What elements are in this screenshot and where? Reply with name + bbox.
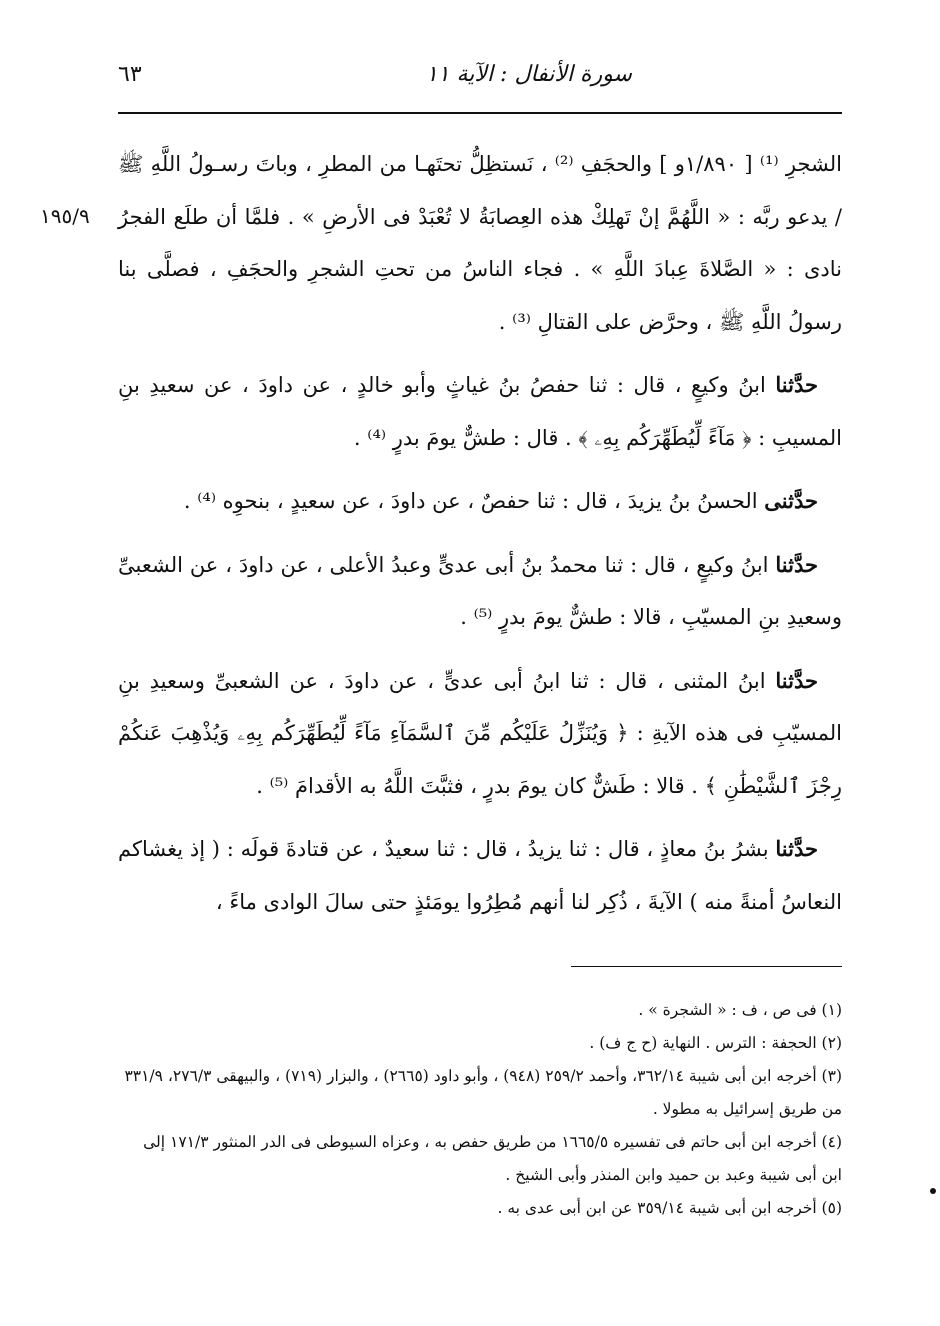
- footnote: (٢) الحجفة : الترس . النهاية (ح ج ف) .: [589, 1034, 842, 1052]
- paragraph-text: ابنُ وكيعٍ ، قال : ثنا محمدُ بنُ أبى عدىٍّ وعبدُ الأعلى ، عن داودَ ، عن الشعبىِّ وسعيدِ بنِ المسيّبِ ، قالا : طشٌّ يومَ بدرٍ ⁽⁵⁾ .: [118, 552, 842, 629]
- footnotes: [118, 994, 842, 1225]
- margin-dot: [930, 1188, 936, 1194]
- hadith-lead: حدَّثنا: [775, 551, 818, 577]
- running-title: سورة الأنفال : الآية ١١: [425, 62, 632, 87]
- paragraph-text: ابنُ وكيعٍ ، قال : ثنا حفصُ بنُ غياثٍ وأبو خالدٍ ، عن داودَ ، عن سعيدِ بنِ المسيبِ : ﴿ مَآءً لِّيُطَهِّرَكُم بِهِۦ ﴾ . قال : طشٌّ يومَ بدرٍ ⁽⁴⁾ .: [118, 373, 842, 450]
- page-number: ٦٣: [118, 62, 142, 87]
- margin-note: ١٩٥/٩: [40, 204, 90, 228]
- paragraph-text: الشجرِ ⁽¹⁾ [ ١/٨٩٠و ] والحجَفِ ⁽²⁾ ، نَستظِلُّ تحتَهـا من المطرِ ، وباتَ رسـولُ اللَّهِ ﷺ / يدعو ربَّه : « اللَّهُمَّ إنْ تَهلِكْ هذه العِصابَةُ لا تُعْبَدْ فى الأرضِ » . فلمَّا أن طلَع الفجرُ نادى : « الصَّلاةَ عِبادَ اللَّهِ » . فجاء الناسُ من تحتِ الشجرِ والحجَفِ ، فصلَّى بنا رسولُ اللَّهِ ﷺ ، وحرَّض على القتالِ ⁽³⁾ .: [118, 152, 842, 334]
- paragraph: [118, 539, 842, 644]
- footnote: (١) فى ص ، ف : « الشجرة » .: [638, 1001, 842, 1019]
- paragraph-text: ابنُ المثنى ، قال : ثنا ابنُ أبى عدىٍّ ، عن داودَ ، عن الشعبىِّ وسعيدِ بنِ المسيّبِ فى هذه الآيةِ : ﴿ وَيُنَزِّلُ عَلَيْكُم مِّنَ ٱلسَّمَآءِ مَآءً لِّيُطَهِّرَكُم بِهِۦ وَيُذْهِبَ عَنكُمْ رِجْزَ ٱلشَّيْطَٰنِ ﴾ . قالا : طَشٌّ كان يومَ بدرٍ ، فثبَّتَ اللَّهُ به الأقدامَ ⁽⁵⁾ .: [118, 668, 842, 798]
- paragraph-text: الحسنُ بنُ يزيدَ ، قال : ثنا حفصٌ ، عن داودَ ، عن سعيدٍ ، بنحوِه ⁽⁴⁾ .: [183, 489, 765, 513]
- page-header: [118, 58, 842, 98]
- hadith-lead: حدَّثنا: [775, 836, 818, 861]
- hadith-lead: حدَّثنا: [775, 372, 818, 397]
- paragraph: [118, 359, 842, 464]
- footnote: (٥) أخرجه ابن أبى شيبة ٣٥٩/١٤ عن ابن أبى عدى به .: [497, 1199, 842, 1217]
- paragraph-text: بشرُ بنُ معاذٍ ، قال : ثنا يزيدُ ، قال : ثنا سعيدٌ ، عن قتادةَ قولَه : ( إذ يغشاكم النعاسُ أمنةً منه ) الآيةَ ، ذُكِر لنا أنهم مُطِرُوا يومَئذٍ حتى سالَ الوادى ماءً ،: [118, 837, 842, 914]
- paragraph: [118, 655, 842, 813]
- paragraph: [118, 823, 842, 928]
- paragraph: [118, 475, 842, 528]
- footnote-rule: [571, 966, 842, 967]
- hadith-lead: حدَّثنا: [775, 667, 818, 693]
- main-text: [118, 138, 842, 939]
- header-rule: [118, 112, 842, 114]
- paragraph: [118, 138, 842, 348]
- footnote: (٤) أخرجه ابن أبى حاتم فى تفسيره ١٦٦٥/٥ من طريق حفص به ، وعزاه السيوطى فى الدر المنثور ١٧١/٣ إلى ابن أبى شيبة وعبد بن حميد وابن المنذر وأبى الشيخ .: [143, 1133, 842, 1184]
- hadith-lead: حدَّثنى: [764, 488, 818, 513]
- footnote: (٣) أخرجه ابن أبى شيبة ٣٦٢/١٤، وأحمد ٢٥٩/٢ (٩٤٨) ، وأبو داود (٢٦٦٥) ، والبزار (٧١٩) ، والبيهقى ٢٧٦/٣، ٣٣١/٩ من طريق إسرائيل به مطولا .: [124, 1067, 842, 1118]
